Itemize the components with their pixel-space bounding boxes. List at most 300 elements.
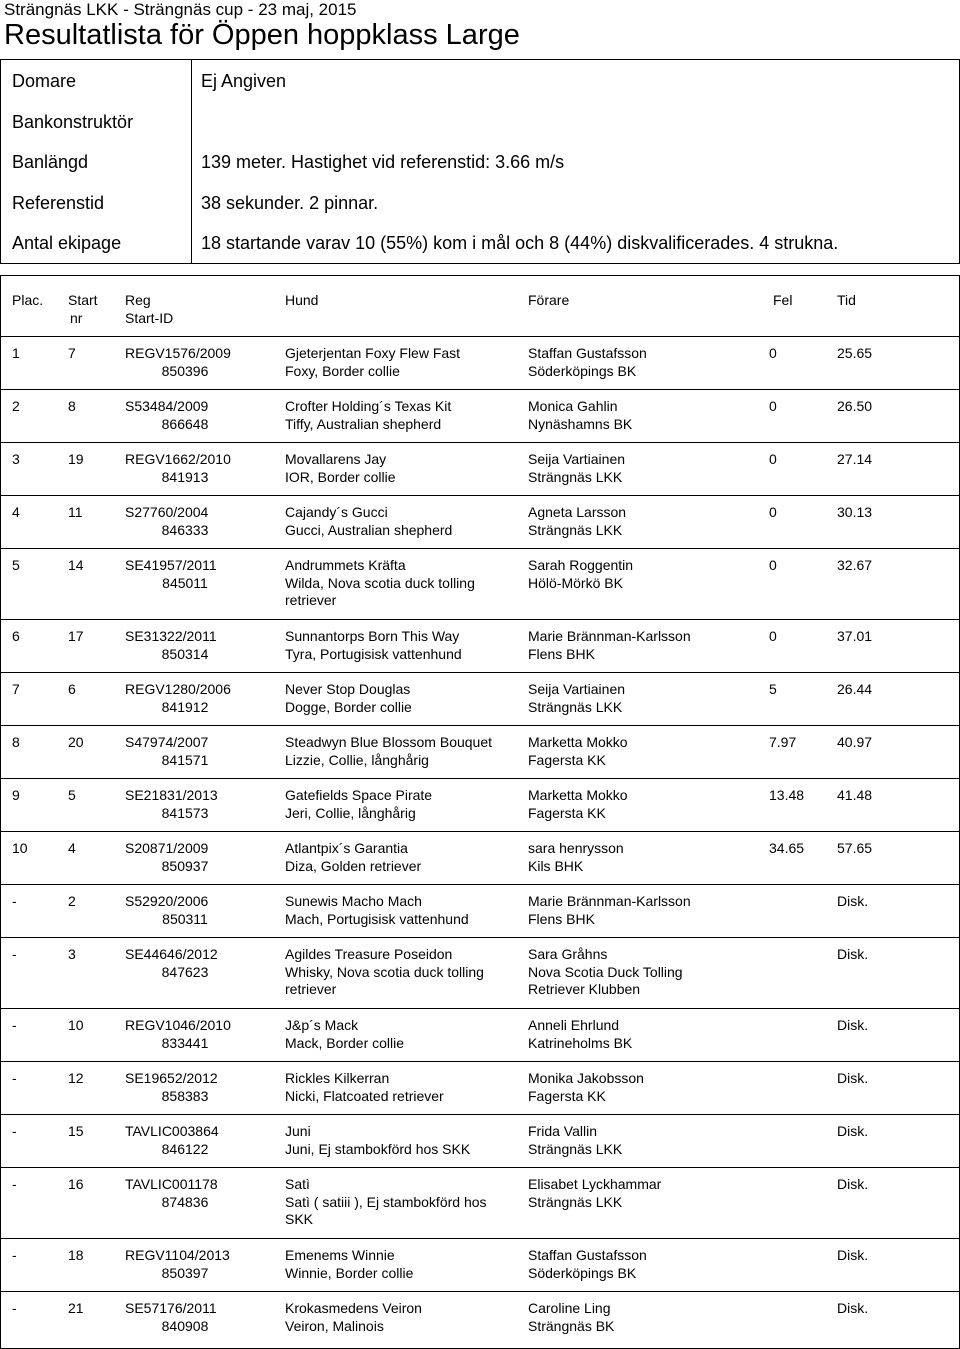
handler-club: Strängnäs LKK <box>528 1140 623 1157</box>
registration-number: REGV1280/2006 <box>125 681 231 697</box>
hund-cell <box>285 787 517 822</box>
start-cell <box>68 504 83 522</box>
handler-club: Katrineholms BK <box>528 1034 633 1051</box>
info-label: Bankonstruktör <box>12 111 134 132</box>
registration-number: SE41957/2011 <box>125 557 217 573</box>
placement: - <box>12 946 17 962</box>
info-label: Referenstid <box>12 192 105 213</box>
tid-cell <box>837 451 872 469</box>
tid-cell <box>837 840 872 858</box>
fel-cell <box>769 840 804 858</box>
start-id: 840908 <box>161 1317 209 1334</box>
table-row <box>1 1115 959 1168</box>
info-label: Banlängd <box>12 152 89 173</box>
dog-breed: Whisky, Nova scotia duck tolling <box>285 963 484 980</box>
start-cell <box>68 398 76 416</box>
reg-cell <box>125 1070 255 1105</box>
start-number: 21 <box>68 1300 84 1316</box>
handler-club: Flens BHK <box>528 910 595 927</box>
placement: 3 <box>12 451 20 467</box>
start-id: 874836 <box>161 1193 209 1210</box>
faults: 0 <box>769 345 777 361</box>
forare-cell <box>528 1300 758 1335</box>
plac-cell <box>12 840 28 858</box>
table-row <box>1 938 959 1009</box>
dog-name: Movallarens Jay <box>285 451 387 467</box>
reg-cell <box>125 787 255 822</box>
start-id: 850396 <box>161 362 209 379</box>
handler-name: Monika Jakobsson <box>528 1070 644 1086</box>
forare-cell <box>528 398 758 433</box>
start-number: 6 <box>68 681 76 697</box>
start-number: 3 <box>68 946 76 962</box>
table-row <box>1 726 959 779</box>
plac-cell <box>12 1070 17 1088</box>
dog-breed: Veiron, Malinois <box>285 1317 384 1334</box>
handler-club: Kils BHK <box>528 857 584 874</box>
start-id: 850397 <box>161 1264 209 1281</box>
placement: 9 <box>12 787 20 803</box>
info-row-bankonstruktor <box>1 101 959 142</box>
start-cell <box>68 893 76 911</box>
start-id: 847623 <box>161 963 209 980</box>
handler-name: Seija Vartiainen <box>528 681 626 697</box>
info-value: Ej Angiven <box>201 71 287 91</box>
hund-cell <box>285 1247 517 1282</box>
handler-name: Agneta Larsson <box>528 504 627 520</box>
table-row <box>1 1062 959 1115</box>
dog-name: J&p´s Mack <box>285 1017 359 1033</box>
start-cell <box>68 734 84 752</box>
table-row <box>1 1168 959 1239</box>
col-fel: Fel <box>773 292 793 308</box>
tid-cell <box>837 398 872 416</box>
table-row <box>1 673 959 726</box>
start-number: 4 <box>68 840 76 856</box>
handler-name: Marie Brännman-Karlsson <box>528 893 691 909</box>
handler-club: Söderköpings BK <box>528 362 637 379</box>
time: Disk. <box>837 1247 869 1263</box>
placement: - <box>12 1123 17 1139</box>
time: Disk. <box>837 1300 869 1316</box>
fel-cell <box>769 628 777 646</box>
table-row <box>1 549 959 620</box>
start-number: 7 <box>68 345 76 361</box>
fel-cell <box>769 787 804 805</box>
registration-number: SE21831/2013 <box>125 787 218 803</box>
hund-cell <box>285 893 517 928</box>
dog-breed: Tyra, Portugisisk vattenhund <box>285 645 462 662</box>
start-cell <box>68 345 76 363</box>
start-cell <box>68 1017 84 1035</box>
faults: 34.65 <box>769 840 805 856</box>
reg-cell <box>125 557 255 592</box>
forare-cell <box>528 840 758 875</box>
dog-name: Satì <box>285 1176 310 1192</box>
event-subtitle: Strängnäs LKK - Strängnäs cup - 23 maj, 2015 <box>4 0 357 19</box>
reg-cell <box>125 398 255 433</box>
handler-club: Nova Scotia Duck Tolling <box>528 963 683 980</box>
forare-cell <box>528 345 758 380</box>
col-plac: Plac. <box>12 292 44 308</box>
plac-cell <box>12 451 20 469</box>
dog-breed: Diza, Golden retriever <box>285 857 422 874</box>
handler-name: Sarah Roggentin <box>528 557 634 573</box>
dog-name: Sunnantorps Born This Way <box>285 628 460 644</box>
dog-name: Emenems Winnie <box>285 1247 395 1263</box>
start-number: 14 <box>68 557 84 573</box>
tid-cell <box>837 504 872 522</box>
tid-cell <box>837 1176 868 1194</box>
plac-cell <box>12 345 20 363</box>
forare-cell <box>528 681 758 716</box>
time: 26.50 <box>837 398 873 414</box>
handler-club: Strängnäs LKK <box>528 1193 623 1210</box>
col-reg-line2: Start-ID <box>125 309 174 326</box>
info-row-referenstid <box>1 182 959 223</box>
plac-cell <box>12 504 20 522</box>
handler-club: Nynäshamns BK <box>528 415 633 432</box>
reg-cell <box>125 504 255 539</box>
reg-cell <box>125 451 255 486</box>
plac-cell <box>12 557 20 575</box>
dog-name: Juni <box>285 1123 311 1139</box>
forare-cell <box>528 946 758 999</box>
fel-cell <box>769 345 777 363</box>
faults: 13.48 <box>769 787 805 803</box>
dog-breed: Dogge, Border collie <box>285 698 412 715</box>
hund-cell <box>285 1070 517 1105</box>
col-start <box>68 292 98 327</box>
placement: 7 <box>12 681 20 697</box>
dog-breed: Juni, Ej stambokförd hos SKK <box>285 1140 471 1157</box>
dog-breed-cont: SKK <box>285 1211 314 1227</box>
start-number: 20 <box>68 734 84 750</box>
time: Disk. <box>837 946 869 962</box>
start-number: 12 <box>68 1070 84 1086</box>
table-row <box>1 1009 959 1062</box>
forare-cell <box>528 1176 758 1211</box>
start-cell <box>68 681 76 699</box>
dog-breed: Gucci, Australian shepherd <box>285 521 453 538</box>
handler-name: Elisabet Lyckhammar <box>528 1176 662 1192</box>
hund-cell <box>285 628 517 663</box>
reg-cell <box>125 734 255 769</box>
info-value: 139 meter. Hastighet vid referenstid: 3.66 m/s <box>201 152 565 173</box>
forare-cell <box>528 451 758 486</box>
dog-name: Andrummets Kräfta <box>285 557 406 573</box>
handler-name: Monica Gahlin <box>528 398 618 414</box>
start-number: 16 <box>68 1176 84 1192</box>
faults: 5 <box>769 681 777 697</box>
col-hund: Hund <box>285 292 319 308</box>
start-id: 850311 <box>162 910 208 927</box>
dog-breed: Winnie, Border collie <box>285 1264 414 1281</box>
hund-cell <box>285 451 517 486</box>
registration-number: REGV1576/2009 <box>125 345 231 361</box>
start-cell <box>68 1247 84 1265</box>
info-label: Domare <box>12 71 77 91</box>
dog-breed-cont: retriever <box>285 981 337 997</box>
time: Disk. <box>837 1017 869 1033</box>
handler-name: Sara Gråhns <box>528 946 608 962</box>
table-row <box>1 496 959 549</box>
placement: 4 <box>12 504 20 520</box>
placement: - <box>12 1176 17 1192</box>
time: Disk. <box>837 1070 869 1086</box>
dog-name: Sunewis Macho Mach <box>285 893 422 909</box>
tid-cell <box>837 787 872 805</box>
handler-club-cont: Retriever Klubben <box>528 981 641 997</box>
start-id: 841913 <box>161 468 209 485</box>
start-id: 841573 <box>161 804 209 821</box>
dog-name: Never Stop Douglas <box>285 681 411 697</box>
reg-cell <box>125 681 255 716</box>
reg-cell <box>125 345 255 380</box>
start-id: 850314 <box>161 645 209 662</box>
time: 40.97 <box>837 734 873 750</box>
handler-club: Strängnäs LKK <box>528 521 623 538</box>
start-number: 17 <box>68 628 84 644</box>
placement: - <box>12 1300 17 1316</box>
reg-cell <box>125 628 255 663</box>
tid-cell <box>837 1300 868 1318</box>
start-number: 19 <box>68 451 84 467</box>
time: 30.13 <box>837 504 873 520</box>
faults: 0 <box>769 398 777 414</box>
fel-cell <box>769 557 777 575</box>
registration-number: REGV1662/2010 <box>125 451 231 467</box>
reg-cell <box>125 893 255 928</box>
col-reg <box>125 292 173 327</box>
dog-breed: Satì ( satiii ), Ej stambokförd hos <box>285 1193 487 1210</box>
dog-name: Gjeterjentan Foxy Flew Fast <box>285 345 461 361</box>
tid-cell <box>837 1017 868 1035</box>
table-row <box>1 1292 959 1343</box>
forare-cell <box>528 893 758 928</box>
forare-cell <box>528 1247 758 1282</box>
faults: 0 <box>769 504 777 520</box>
table-row <box>1 337 959 390</box>
fel-cell <box>769 451 777 469</box>
dog-name: Cajandy´s Gucci <box>285 504 388 520</box>
hund-cell <box>285 1017 517 1052</box>
reg-cell <box>125 1300 255 1335</box>
plac-cell <box>12 893 17 911</box>
start-id: 866648 <box>161 415 209 432</box>
faults: 0 <box>769 628 777 644</box>
dog-breed-cont: retriever <box>285 592 337 608</box>
forare-cell <box>528 734 758 769</box>
handler-club: Hölö-Mörkö BK <box>528 574 623 591</box>
start-number: 2 <box>68 893 76 909</box>
time: 37.01 <box>837 628 873 644</box>
handler-club: Strängnäs BK <box>528 1317 615 1334</box>
start-id: 845011 <box>162 574 208 591</box>
plac-cell <box>12 1300 17 1318</box>
registration-number: S47974/2007 <box>125 734 209 750</box>
tid-cell <box>837 1123 868 1141</box>
forare-cell <box>528 1070 758 1105</box>
registration-number: SE19652/2012 <box>125 1070 218 1086</box>
tid-cell <box>837 345 872 363</box>
hund-cell <box>285 946 517 999</box>
handler-name: Marketta Mokko <box>528 787 628 803</box>
dog-name: Crofter Holding´s Texas Kit <box>285 398 452 414</box>
plac-cell <box>12 681 20 699</box>
placement: - <box>12 1247 17 1263</box>
handler-name: Marketta Mokko <box>528 734 628 750</box>
reg-cell <box>125 1176 255 1211</box>
faults: 7.97 <box>769 734 797 750</box>
handler-club: Söderköpings BK <box>528 1264 637 1281</box>
dog-breed: Jeri, Collie, långhårig <box>285 804 416 821</box>
table-row <box>1 620 959 673</box>
plac-cell <box>12 1017 17 1035</box>
registration-number: S20871/2009 <box>125 840 209 856</box>
handler-name: Marie Brännman-Karlsson <box>528 628 691 644</box>
time: 26.44 <box>837 681 873 697</box>
dog-name: Gatefields Space Pirate <box>285 787 433 803</box>
reg-cell <box>125 1123 255 1158</box>
dog-breed: Nicki, Flatcoated retriever <box>285 1087 444 1104</box>
time: 32.67 <box>837 557 873 573</box>
reg-cell <box>125 1247 255 1282</box>
dog-name: Krokasmedens Veiron <box>285 1300 422 1316</box>
table-row <box>1 1239 959 1292</box>
results-header <box>1 276 959 337</box>
registration-number: TAVLIC003864 <box>125 1123 219 1139</box>
dog-breed: Wilda, Nova scotia duck tolling <box>285 574 475 591</box>
placement: 10 <box>12 840 28 856</box>
handler-club: Strängnäs LKK <box>528 698 623 715</box>
placement: 5 <box>12 557 20 573</box>
registration-number: SE57176/2011 <box>125 1300 217 1316</box>
tid-cell <box>837 681 872 699</box>
dog-name: Rickles Kilkerran <box>285 1070 390 1086</box>
registration-number: REGV1046/2010 <box>125 1017 231 1033</box>
forare-cell <box>528 557 758 592</box>
start-number: 11 <box>68 504 83 520</box>
handler-name: Staffan Gustafsson <box>528 345 647 361</box>
fel-cell <box>769 504 777 522</box>
start-cell <box>68 557 84 575</box>
handler-name: Caroline Ling <box>528 1300 611 1316</box>
page-title: Resultatlista för Öppen hoppklass Large <box>4 19 520 51</box>
placement: 8 <box>12 734 20 750</box>
forare-cell <box>528 504 758 539</box>
handler-club: Flens BHK <box>528 645 595 662</box>
time: Disk. <box>837 1123 869 1139</box>
placement: 1 <box>12 345 20 361</box>
plac-cell <box>12 734 20 752</box>
registration-number: SE31322/2011 <box>125 628 217 644</box>
registration-number: S27760/2004 <box>125 504 209 520</box>
start-cell <box>68 628 84 646</box>
tid-cell <box>837 893 868 911</box>
handler-name: Staffan Gustafsson <box>528 1247 647 1263</box>
info-value: 18 startande varav 10 (55%) kom i mål och 8 (44%) diskvalificerades. 4 strukna. <box>201 233 839 254</box>
time: Disk. <box>837 1176 869 1192</box>
table-row <box>1 779 959 832</box>
faults: 0 <box>769 557 777 573</box>
hund-cell <box>285 1176 517 1229</box>
dog-breed: Foxy, Border collie <box>285 362 400 379</box>
dog-breed: Mach, Portugisisk vattenhund <box>285 910 469 927</box>
time: Disk. <box>837 893 869 909</box>
info-label: Antal ekipage <box>12 233 122 254</box>
start-cell <box>68 1123 84 1141</box>
faults: 0 <box>769 451 777 467</box>
forare-cell <box>528 1123 758 1158</box>
registration-number: SE44646/2012 <box>125 946 218 962</box>
hund-cell <box>285 681 517 716</box>
dog-breed: Tiffy, Australian shepherd <box>285 415 442 432</box>
tid-cell <box>837 946 868 964</box>
forare-cell <box>528 1017 758 1052</box>
col-start-line2: nr <box>70 309 83 326</box>
start-cell <box>68 946 76 964</box>
table-row <box>1 443 959 496</box>
table-row <box>1 832 959 885</box>
forare-cell <box>528 787 758 822</box>
placement: 2 <box>12 398 20 414</box>
start-number: 15 <box>68 1123 84 1139</box>
plac-cell <box>12 628 20 646</box>
handler-club: Fagersta KK <box>528 1087 606 1104</box>
start-id: 833441 <box>161 1034 209 1051</box>
col-reg-line1: Reg <box>125 292 151 308</box>
start-cell <box>68 787 76 805</box>
plac-cell <box>12 1123 17 1141</box>
hund-cell <box>285 504 517 539</box>
start-number: 18 <box>68 1247 84 1263</box>
start-id: 841571 <box>161 751 209 768</box>
registration-number: S52920/2006 <box>125 893 209 909</box>
start-id: 858383 <box>161 1087 209 1104</box>
tid-cell <box>837 1247 868 1265</box>
table-row <box>1 390 959 443</box>
info-value: 38 sekunder. 2 pinnar. <box>201 192 379 213</box>
dog-breed: Lizzie, Collie, långhårig <box>285 751 429 768</box>
tid-cell <box>837 1070 868 1088</box>
info-row-banlangd <box>1 141 959 182</box>
plac-cell <box>12 398 20 416</box>
dog-name: Steadwyn Blue Blossom Bouquet <box>285 734 493 750</box>
hund-cell <box>285 345 517 380</box>
dog-breed: IOR, Border collie <box>285 468 396 485</box>
info-row-domare <box>1 60 959 101</box>
tid-cell <box>837 734 872 752</box>
table-row <box>1 885 959 938</box>
start-number: 5 <box>68 787 76 803</box>
placement: - <box>12 893 17 909</box>
registration-number: S53484/2009 <box>125 398 209 414</box>
dog-name: Atlantpix´s Garantia <box>285 840 408 856</box>
reg-cell <box>125 1017 255 1052</box>
dog-name: Agildes Treasure Poseidon <box>285 946 453 962</box>
placement: - <box>12 1070 17 1086</box>
handler-club: Fagersta KK <box>528 804 606 821</box>
col-forare: Förare <box>528 292 570 308</box>
fel-cell <box>769 398 777 416</box>
start-number: 8 <box>68 398 76 414</box>
info-table <box>0 59 960 264</box>
col-start-line1: Start <box>68 292 98 308</box>
time: 27.14 <box>837 451 873 467</box>
start-cell <box>68 451 84 469</box>
fel-cell <box>769 681 777 699</box>
